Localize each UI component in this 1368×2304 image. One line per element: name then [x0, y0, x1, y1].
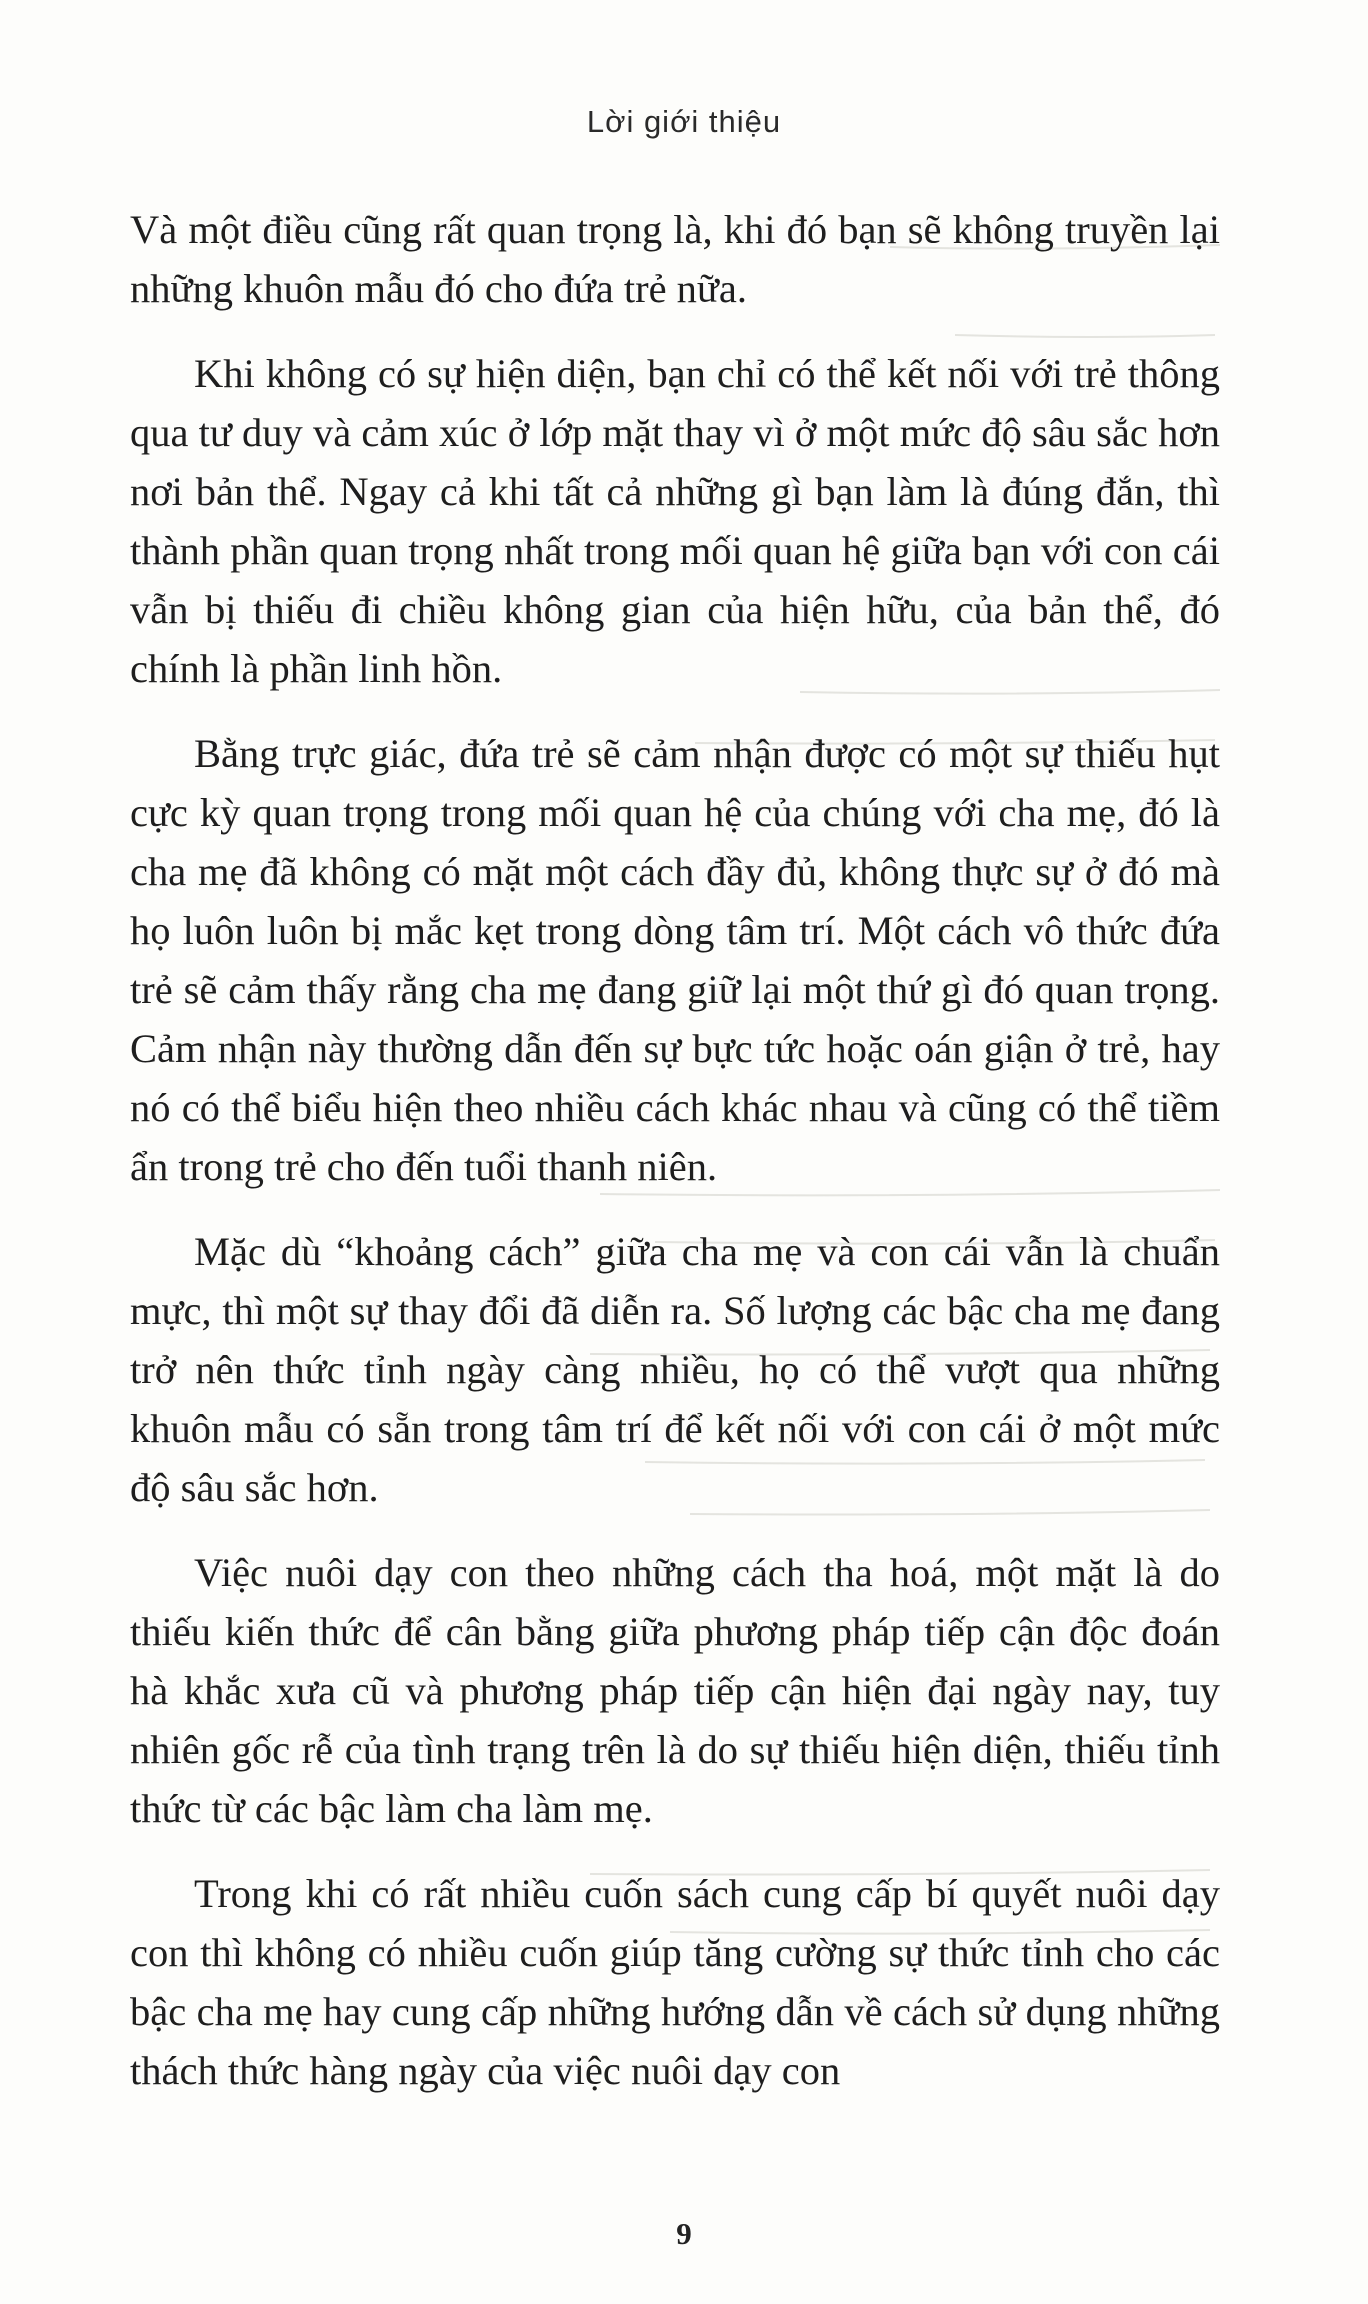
- paragraph: Trong khi có rất nhiều cuốn sách cung cấp bí quyết nuôi dạy con thì không có nhiều cuốn giúp tăng cường sự thức tỉnh cho các bậc cha mẹ hay cung cấp những hướng dẫn về cách sử dụng những thách thức hàng ngày của việc nuôi dạy con: [130, 1871, 1220, 2093]
- body-text: [130, 200, 1220, 2126]
- paragraph: Mặc dù “khoảng cách” giữa cha mẹ và con cái vẫn là chuẩn mực, thì một sự thay đổi đã diễn ra. Số lượng các bậc cha mẹ đang trở nên thức tỉnh ngày càng nhiều, họ có thể vượt qua những khuôn mẫu có sẵn trong tâm trí để kết nối với con cái ở một mức độ sâu sắc hơn.: [130, 1229, 1220, 1510]
- running-header: Lời giới thiệu: [586, 104, 782, 139]
- paragraph: Việc nuôi dạy con theo những cách tha hoá, một mặt là do thiếu kiến thức để cân bằng giữa phương pháp tiếp cận độc đoán hà khắc xưa cũ và phương pháp tiếp cận hiện đại ngày nay, tuy nhiên gốc rễ của tình trạng trên là do sự thiếu hiện diện, thiếu tỉnh thức từ các bậc làm cha làm mẹ.: [130, 1550, 1220, 1831]
- paragraph: Bằng trực giác, đứa trẻ sẽ cảm nhận được có một sự thiếu hụt cực kỳ quan trọng trong mối quan hệ của chúng với cha mẹ, đó là cha mẹ đã không có mặt một cách đầy đủ, không thực sự ở đó mà họ luôn luôn bị mắc kẹt trong dòng tâm trí. Một cách vô thức đứa trẻ sẽ cảm thấy rằng cha mẹ đang giữ lại một thứ gì đó quan trọng. Cảm nhận này thường dẫn đến sự bực tức hoặc oán giận ở trẻ, hay nó có thể biểu hiện theo nhiều cách khác nhau và cũng có thể tiềm ẩn trong trẻ cho đến tuổi thanh niên.: [130, 731, 1220, 1189]
- paragraph: Và một điều cũng rất quan trọng là, khi đó bạn sẽ không truyền lại những khuôn mẫu đó cho đứa trẻ nữa.: [130, 207, 1220, 311]
- paragraph: Khi không có sự hiện diện, bạn chỉ có thể kết nối với trẻ thông qua tư duy và cảm xúc ở lớp mặt thay vì ở một mức độ sâu sắc hơn nơi bản thể. Ngay cả khi tất cả những gì bạn làm là đúng đắn, thì thành phần quan trọng nhất trong mối quan hệ giữa bạn với con cái vẫn bị thiếu đi chiều không gian của hiện hữu, của bản thể, đó chính là phần linh hồn.: [130, 351, 1220, 691]
- page-number: 9: [676, 2216, 692, 2251]
